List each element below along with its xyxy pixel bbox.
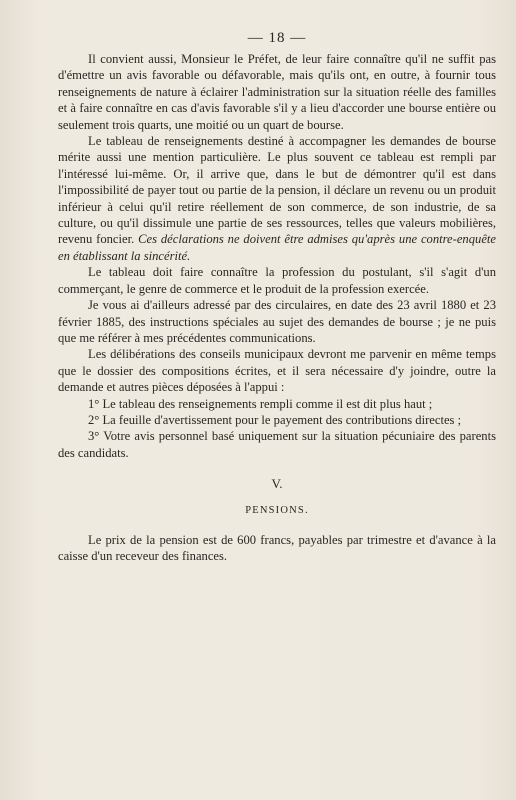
page-number: — 18 — <box>247 30 307 46</box>
paragraph-3: Le tableau doit faire connaître la profession du postulant, s'il s'agit d'un commerçant, le genre de commerce et le produit de la profession exercée. <box>58 265 496 296</box>
paragraph-5: Les délibérations des conseils municipaux devront me parvenir en même temps que le dossier des compositions écrites, et il sera nécessaire d'y joindre, outre la demande et autres pièces déposées à l'appui : <box>58 347 496 395</box>
section-title: PENSIONS. <box>245 504 309 516</box>
paragraph-4: Je vous ai d'ailleurs adressé par des circulaires, en date des 23 avril 1880 et 23 février 1885, des instructions spéciales au sujet des demandes de bourse ; je ne puis que me référer à mes précédentes communications. <box>58 298 496 345</box>
list-item-2: 2° La feuille d'avertissement pour le payement des contributions directes ; <box>88 412 462 427</box>
section-number: V. <box>271 476 283 492</box>
paragraph-2 <box>58 133 496 264</box>
list-item-3: 3° Votre avis personnel basé uniquement sur la situation pécuniaire des parents des candidats. <box>58 429 496 460</box>
paragraph-2-emphasis: Ces déclarations ne doivent être admises qu'après une contre-enquête en établissant la sincérité. <box>58 232 496 263</box>
paragraph-2-text: Le tableau de renseignements destiné à accompagner les demandes de bourse mérite aussi une mention particulière. Le plus souvent ce tableau est rempli par l'intéressé lui-même. Or, il arrive que, dans le but de démontrer qu'il est dans l'impossibilité de payer tout ou partie de la pension, il déclare un revenu ou un produit inférieur à celui qu'il retire réellement de son commerce, de son industrie, de sa culture, ou qu'il dissimule une partie de ses ressources, telles que valeurs mobilières, revenu foncier. <box>58 134 496 247</box>
section-paragraph: Le prix de la pension est de 600 francs, payables par trimestre et d'avance à la caisse d'un receveur des finances. <box>58 532 496 564</box>
body-text <box>58 51 496 565</box>
paragraph-1: Il convient aussi, Monsieur le Préfet, de leur faire connaître qu'il ne suffit pas d'émettre un avis favorable ou défavorable, mais qu'ils ont, en outre, à fournir tous renseignements de nature à éclairer l'administration sur la situation réelle des familles et à faire connaître en cas d'avis favorable s'il y a lieu d'accorder une bourse entière ou seulement trois quarts, une moitié ou un quart de bourse. <box>58 52 496 132</box>
list-item-1: 1° Le tableau des renseignements rempli comme il est dit plus haut ; <box>88 396 433 411</box>
